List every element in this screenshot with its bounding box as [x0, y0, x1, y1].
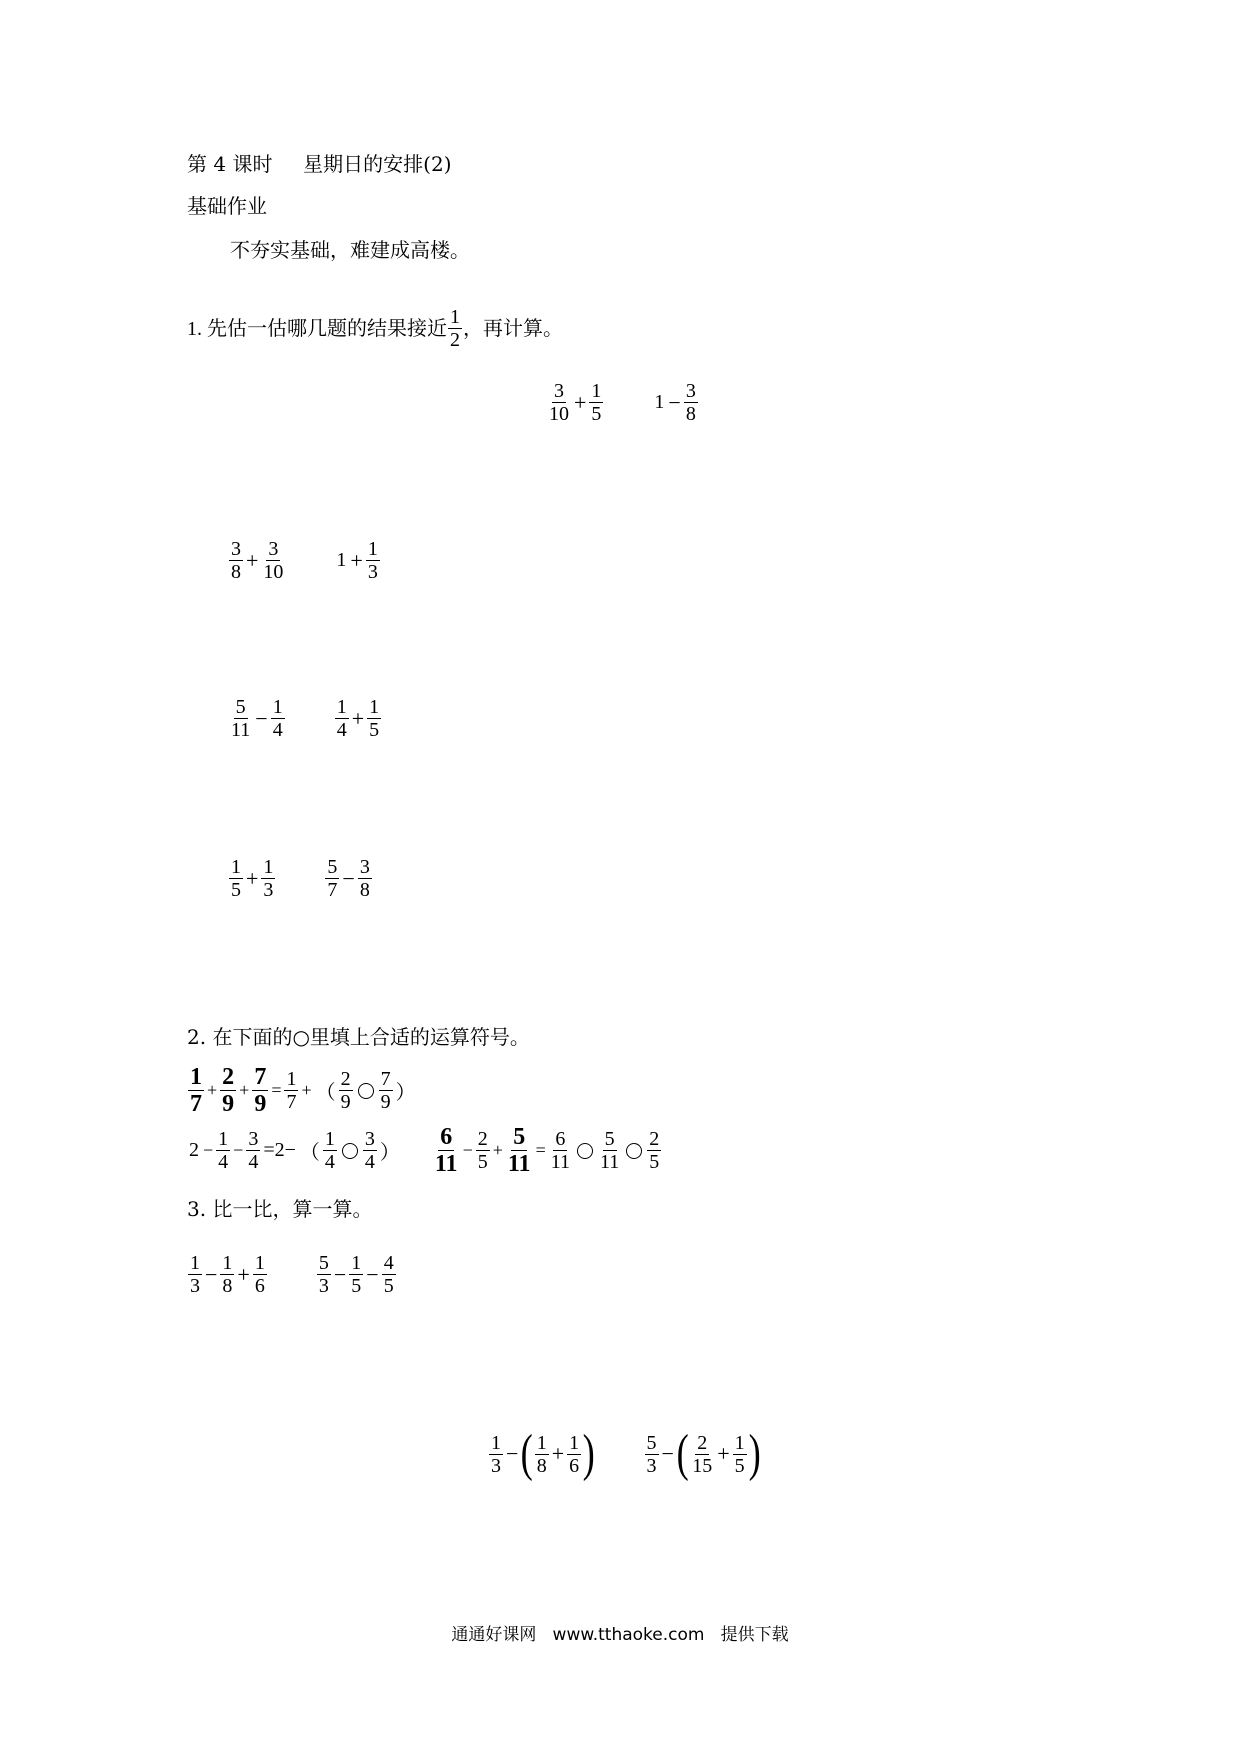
- operator: +: [301, 1080, 312, 1100]
- denominator: 5: [383, 1275, 394, 1297]
- denominator: 5: [351, 1275, 362, 1297]
- section-label: 基础作业: [187, 194, 267, 218]
- numerator: 1: [231, 856, 241, 878]
- denominator: 3: [646, 1454, 657, 1477]
- operator: −: [506, 1441, 519, 1466]
- fraction: [188, 1252, 202, 1297]
- fraction: [684, 380, 698, 425]
- q3-row-2: [488, 1425, 761, 1482]
- fraction: [366, 538, 380, 583]
- numerator: 1: [569, 1431, 580, 1454]
- numerator: 3: [248, 1128, 259, 1150]
- operator: +: [207, 1080, 218, 1100]
- fraction: [323, 1128, 337, 1173]
- numerator: 1: [336, 696, 347, 718]
- denominator: 11: [231, 719, 251, 741]
- numerator: 1: [450, 306, 460, 328]
- fraction: [335, 696, 349, 741]
- right-paren: ): [582, 1425, 595, 1482]
- fraction: [547, 380, 571, 425]
- operator: +: [574, 389, 587, 415]
- numerator: 1: [190, 1064, 202, 1090]
- numerator: 1: [491, 1431, 501, 1454]
- fraction: [216, 1128, 230, 1173]
- fraction: [325, 856, 339, 901]
- operator: −: [668, 389, 681, 415]
- numerator: 1: [369, 696, 380, 718]
- fraction: [284, 1068, 298, 1113]
- denominator: 8: [536, 1454, 547, 1477]
- fraction: [598, 1128, 621, 1173]
- denominator: 11: [550, 1151, 570, 1173]
- numerator: 2: [697, 1431, 708, 1454]
- numerator: 5: [513, 1124, 526, 1150]
- left-paren: (: [676, 1425, 689, 1482]
- numerator: 1: [351, 1252, 362, 1274]
- fraction: [253, 1252, 267, 1297]
- operator: +: [551, 1441, 565, 1466]
- fraction: [647, 1128, 661, 1173]
- denominator: 3: [367, 561, 378, 583]
- numerator: 1: [324, 1128, 335, 1150]
- numerator: 5: [235, 696, 246, 718]
- denominator: 5: [734, 1454, 745, 1477]
- left-paren: （: [299, 1142, 320, 1164]
- numerator: 3: [268, 538, 279, 560]
- operator: +: [492, 1140, 503, 1160]
- denominator: 9: [380, 1091, 391, 1113]
- fraction: [261, 856, 275, 901]
- denominator: 3: [491, 1454, 501, 1477]
- fraction: [645, 1432, 659, 1477]
- q1-row-2: [228, 538, 381, 583]
- fraction: [433, 1124, 460, 1177]
- fraction: [220, 1064, 236, 1117]
- operator: +: [237, 1261, 250, 1287]
- denominator: 11: [507, 1151, 531, 1177]
- lesson-number: 第 4 课时: [187, 152, 273, 176]
- fraction: [349, 1252, 363, 1297]
- numerator: 2: [222, 1064, 235, 1090]
- denominator: 2: [450, 329, 460, 351]
- operator: =: [271, 1080, 282, 1100]
- denominator: 8: [222, 1275, 233, 1297]
- denominator: 9: [254, 1091, 267, 1117]
- lesson-heading: [187, 152, 452, 176]
- denominator: 5: [369, 719, 380, 741]
- fraction: [535, 1432, 549, 1477]
- fraction: [229, 696, 252, 741]
- denominator: 7: [190, 1091, 202, 1117]
- operator: −: [661, 1441, 674, 1466]
- numerator: 5: [318, 1252, 329, 1274]
- operator: +: [717, 1441, 730, 1466]
- numerator: 3: [359, 856, 370, 878]
- numerator: 1: [218, 1128, 229, 1150]
- numerator: 2: [477, 1128, 488, 1150]
- q3-row-1: [187, 1252, 397, 1297]
- numerator: 4: [383, 1252, 394, 1274]
- denominator: 5: [477, 1151, 488, 1173]
- numerator: 1: [734, 1431, 745, 1454]
- numerator: 7: [380, 1068, 391, 1090]
- fraction: [367, 696, 381, 741]
- operator: −: [255, 705, 268, 731]
- fraction: [567, 1432, 581, 1477]
- numerator: 3: [231, 538, 241, 560]
- numerator: 1: [263, 856, 274, 878]
- operator: +: [350, 547, 363, 573]
- fraction: [549, 1128, 572, 1173]
- operator: +: [239, 1080, 250, 1100]
- blank-circle: [342, 1143, 358, 1159]
- denominator: 9: [340, 1091, 351, 1113]
- numerator: 6: [440, 1124, 453, 1150]
- denominator: 4: [336, 719, 347, 741]
- denominator: 15: [692, 1454, 713, 1477]
- q1-row-4: [228, 856, 373, 901]
- operator: −: [203, 1140, 214, 1160]
- numerator: 2: [340, 1068, 351, 1090]
- right-paren: ）: [395, 1082, 416, 1104]
- operator: −: [233, 1140, 244, 1160]
- blank-circle: [626, 1143, 642, 1159]
- numerator: 7: [254, 1064, 267, 1090]
- numerator: 3: [685, 380, 696, 402]
- blank-circle: [577, 1143, 593, 1159]
- equals-2-minus: =2−: [263, 1139, 296, 1161]
- numerator: 1: [591, 380, 602, 402]
- q2-line-1: [187, 1064, 418, 1117]
- denominator: 4: [324, 1151, 335, 1173]
- fraction: [589, 380, 603, 425]
- left-paren: (: [521, 1425, 534, 1482]
- fraction: [690, 1432, 714, 1477]
- q2-line-2: [187, 1124, 662, 1177]
- denominator: 5: [231, 879, 241, 901]
- fraction: [382, 1252, 396, 1297]
- fraction: [476, 1128, 490, 1173]
- q1-row-3: [228, 696, 382, 741]
- q1-prompt: [187, 306, 563, 351]
- denominator: 4: [364, 1151, 375, 1173]
- numerator: 5: [604, 1128, 615, 1150]
- denominator: 9: [222, 1091, 235, 1117]
- fraction: [261, 538, 285, 583]
- q2-prompt: 2. 在下面的○里填上合适的运算符号。: [187, 1025, 530, 1049]
- numerator: 6: [555, 1128, 566, 1150]
- fraction: [506, 1124, 533, 1177]
- numerator: 1: [286, 1068, 297, 1090]
- fraction: [733, 1432, 747, 1477]
- denominator: 6: [254, 1275, 265, 1297]
- numerator: 5: [646, 1431, 657, 1454]
- denominator: 5: [591, 403, 602, 425]
- fraction: [229, 856, 243, 901]
- numerator: 2: [649, 1128, 660, 1150]
- numerator: 1: [254, 1252, 265, 1274]
- fraction: [489, 1432, 503, 1477]
- whole-number: 2: [189, 1139, 199, 1161]
- denominator: 8: [231, 561, 241, 583]
- numerator: 1: [536, 1431, 547, 1454]
- q1-prompt-after: ，再计算。: [463, 317, 563, 340]
- fraction: [229, 538, 243, 583]
- fraction: [220, 1252, 234, 1297]
- denominator: 7: [327, 879, 338, 901]
- denominator: 4: [218, 1151, 229, 1173]
- fraction-half: [448, 306, 462, 351]
- denominator: 3: [318, 1275, 329, 1297]
- fraction: [188, 1064, 204, 1117]
- numerator: 3: [554, 380, 564, 402]
- right-paren: ): [748, 1425, 761, 1482]
- numerator: 1: [367, 538, 378, 560]
- denominator: 5: [649, 1151, 660, 1173]
- operator: −: [205, 1261, 218, 1287]
- numerator: 3: [364, 1128, 375, 1150]
- denominator: 8: [685, 403, 696, 425]
- whole-number: 1: [654, 391, 665, 413]
- denominator: 7: [286, 1091, 297, 1113]
- q3-prompt: 3. 比一比，算一算。: [187, 1197, 373, 1221]
- denominator: 3: [190, 1275, 200, 1297]
- denominator: 6: [569, 1454, 580, 1477]
- fraction: [246, 1128, 260, 1173]
- whole-number: 1: [336, 549, 347, 571]
- fraction: [363, 1128, 377, 1173]
- fraction: [358, 856, 372, 901]
- numerator: 1: [222, 1252, 233, 1274]
- fraction: [252, 1064, 268, 1117]
- operator: +: [246, 547, 259, 573]
- right-paren: ）: [379, 1142, 400, 1164]
- operator: +: [246, 865, 259, 891]
- q1-prompt-before: 1. 先估一估哪几题的结果接近: [187, 317, 447, 340]
- denominator: 8: [359, 879, 370, 901]
- operator: +: [351, 705, 365, 731]
- operator: −: [462, 1140, 473, 1160]
- operator: =: [535, 1140, 546, 1160]
- denominator: 4: [248, 1151, 259, 1173]
- denominator: 3: [263, 879, 274, 901]
- denominator: 11: [434, 1151, 458, 1177]
- denominator: 11: [599, 1151, 620, 1173]
- fraction: [317, 1252, 331, 1297]
- denominator: 10: [549, 403, 569, 425]
- q1-row-1: [546, 380, 699, 425]
- footer-credit: 通通好课网 www.tthaoke.com 提供下载: [451, 1625, 789, 1645]
- operator: −: [333, 1261, 347, 1287]
- fraction: [379, 1068, 393, 1113]
- numerator: 1: [190, 1252, 200, 1274]
- operator: −: [366, 1261, 379, 1287]
- operator: −: [342, 865, 355, 891]
- fraction: [271, 696, 285, 741]
- denominator: 4: [272, 719, 283, 741]
- blank-circle: [358, 1083, 374, 1099]
- numerator: 5: [327, 856, 338, 878]
- denominator: 10: [263, 561, 284, 583]
- left-paren: （: [315, 1082, 336, 1104]
- numerator: 1: [272, 696, 283, 718]
- fraction: [339, 1068, 353, 1113]
- motto: 不夯实基础，难建成高楼。: [230, 238, 470, 262]
- lesson-title: 星期日的安排(2): [303, 152, 452, 176]
